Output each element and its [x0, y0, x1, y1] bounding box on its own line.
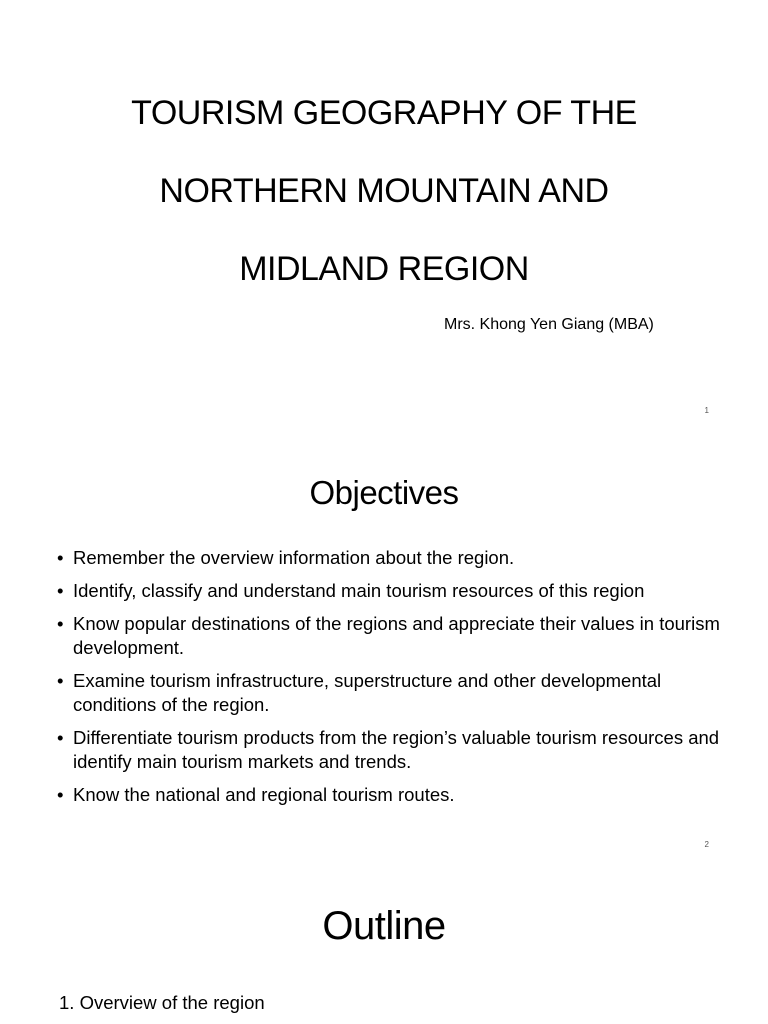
author-name: Mrs. Khong Yen Giang (MBA) — [444, 316, 654, 333]
outline-list — [59, 991, 265, 1015]
objective-item: • Differentiate tourism products from the region’s valuable tourism resources and identify main tourism markets and trends. — [57, 726, 727, 774]
slide-1 — [0, 0, 768, 432]
slide-1-title — [0, 74, 768, 308]
objective-item: • Identify, classify and understand main tourism resources of this region — [57, 579, 727, 603]
page-number: 2 — [704, 840, 709, 849]
title-line: TOURISM GEOGRAPHY OF THE — [131, 94, 637, 132]
objective-item: • Remember the overview information about the region. — [57, 546, 727, 570]
objective-item: • Know popular destinations of the regions and appreciate their values in tourism development. — [57, 612, 727, 660]
slide-2 — [0, 432, 768, 864]
objectives-title: Objectives — [309, 474, 459, 511]
outline-title: Outline — [322, 904, 446, 948]
slide-3 — [0, 864, 768, 1024]
outline-item: 1. Overview of the region — [59, 992, 265, 1013]
objective-item: • Examine tourism infrastructure, superstructure and other developmental conditions of the region. — [57, 669, 727, 717]
objectives-list — [57, 546, 727, 816]
title-line: MIDLAND REGION — [239, 250, 529, 288]
objective-item: • Know the national and regional tourism routes. — [57, 783, 727, 807]
page-number: 1 — [704, 406, 709, 415]
title-line: NORTHERN MOUNTAIN AND — [159, 172, 609, 210]
